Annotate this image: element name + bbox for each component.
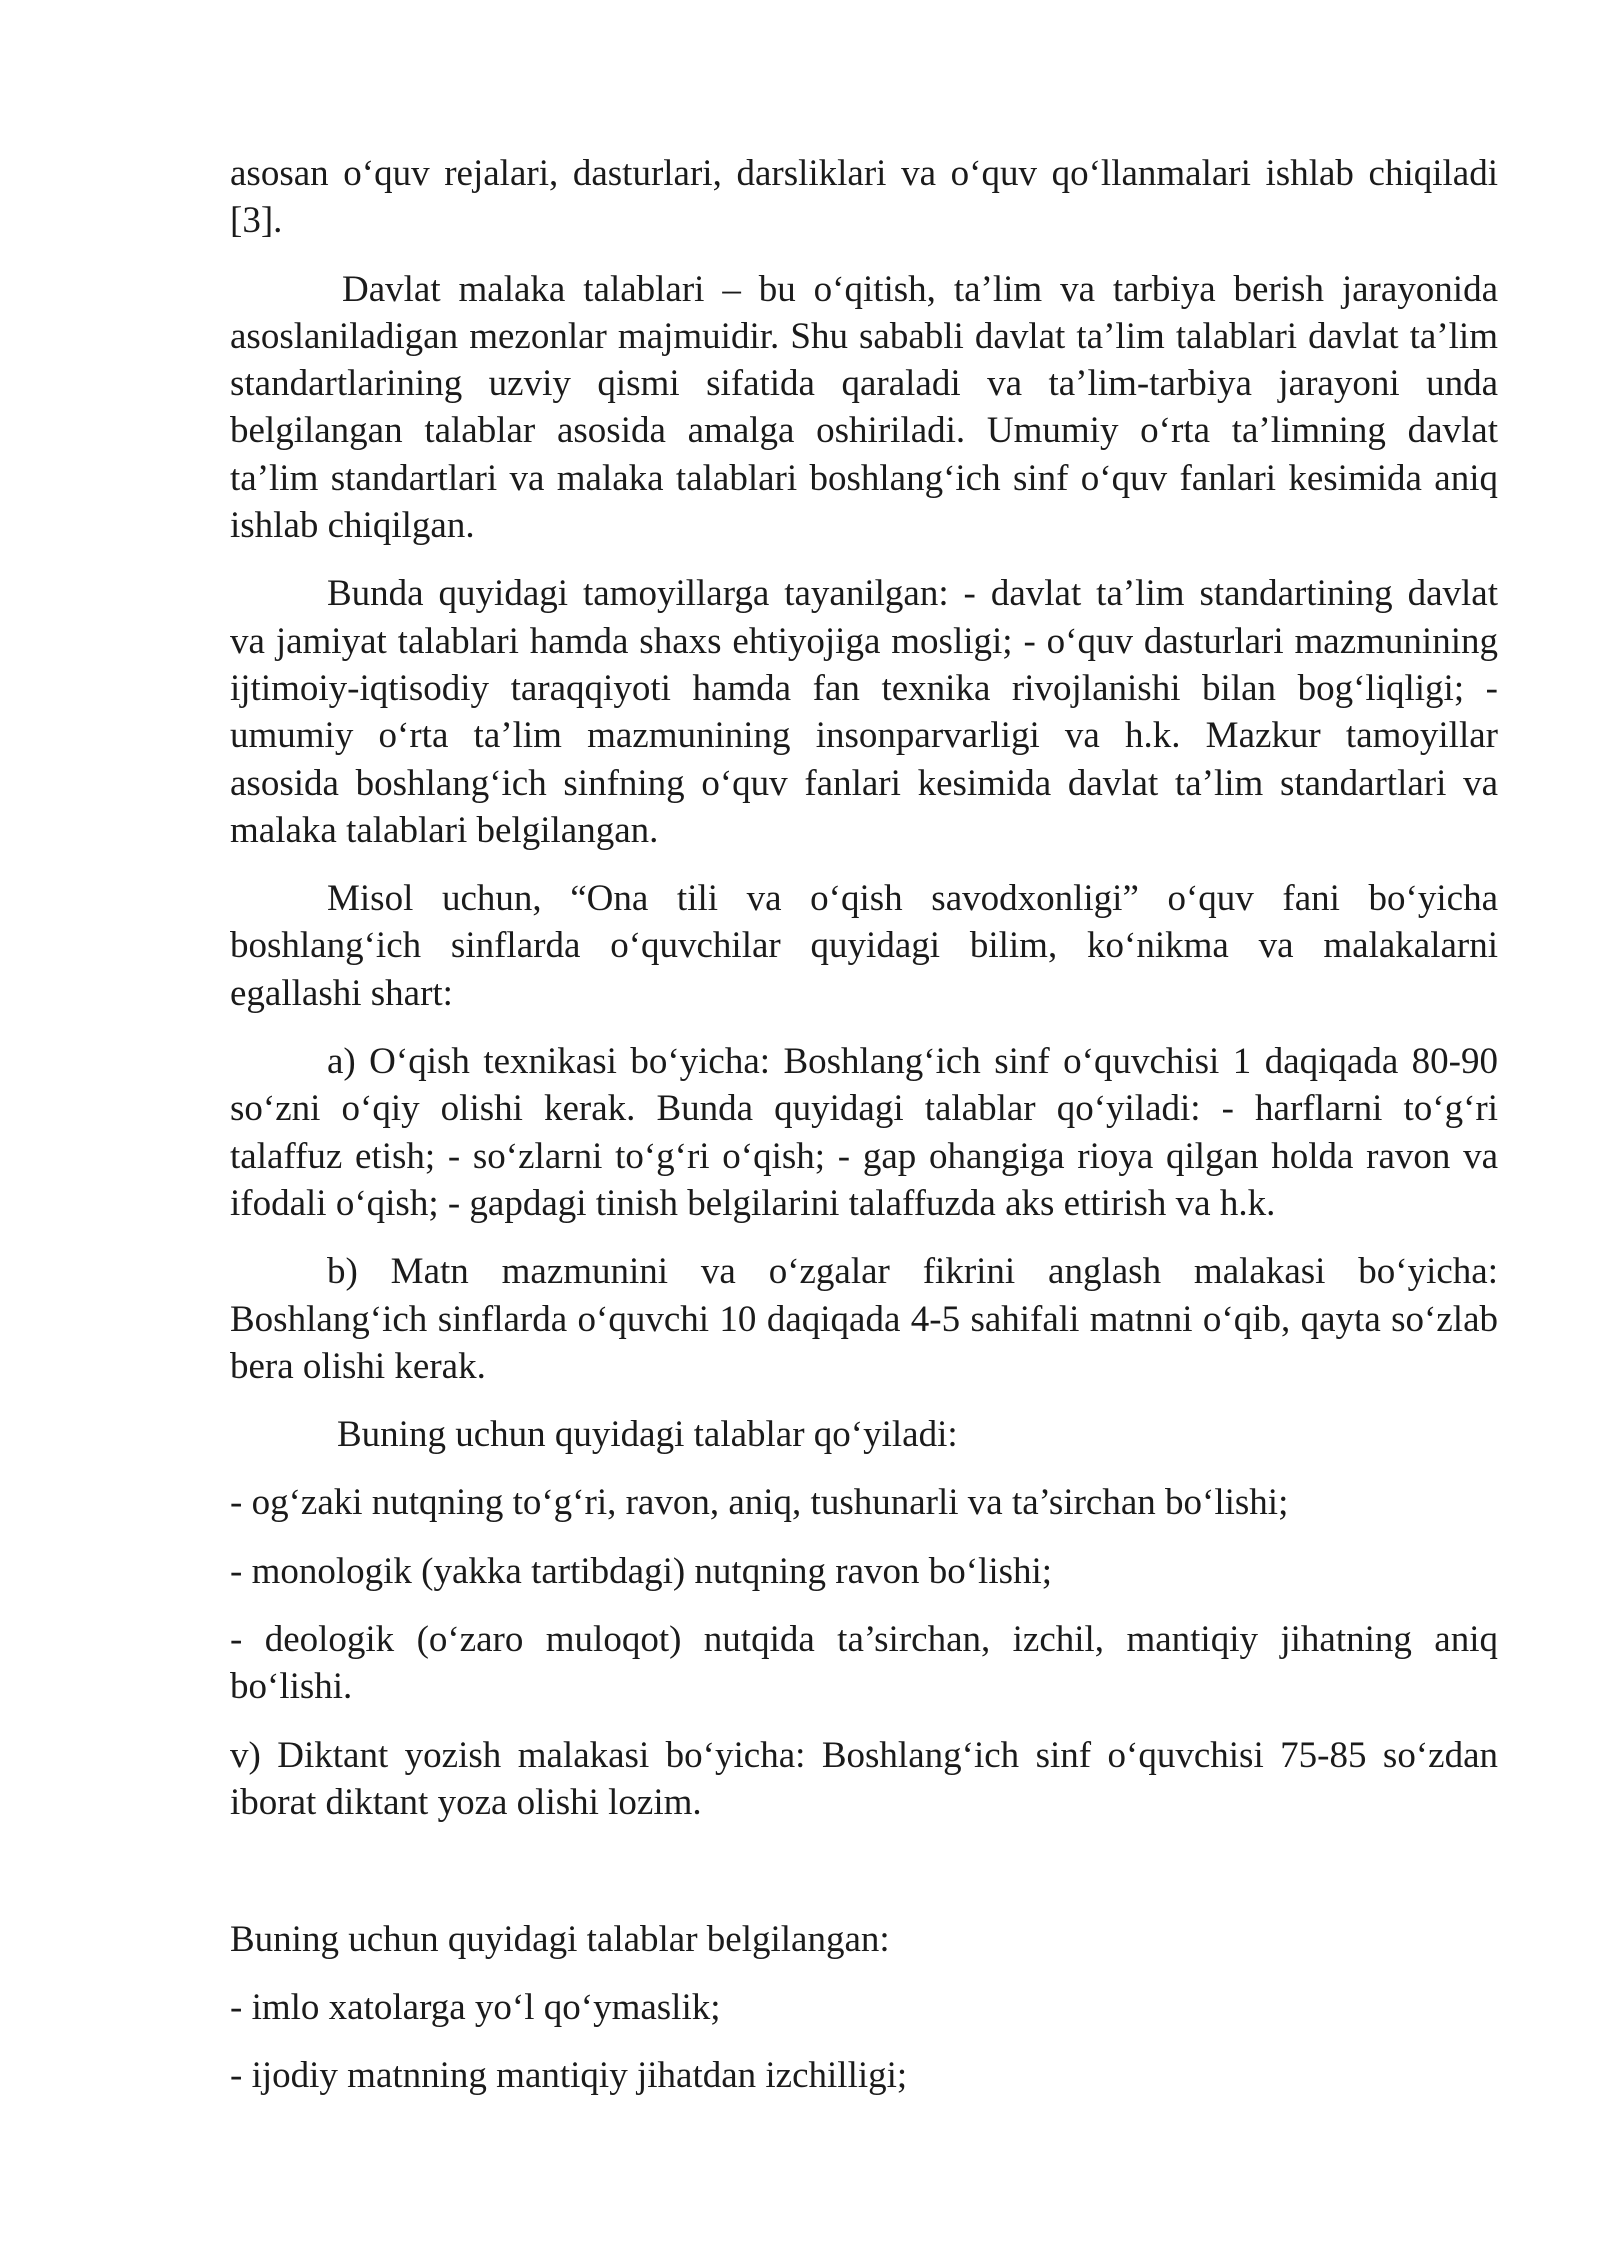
list-item	[230, 1479, 1498, 1526]
text-line: ifodali o‘qish; - gapdagi tinish belgilarini talaffuzda aks ettirish va h.k.	[230, 1182, 1276, 1224]
text-line: ishlab chiqilgan.	[230, 505, 475, 547]
text-line: so‘zni o‘qiy olishi kerak. Bunda quyidagi talablar qo‘yiladi: - harflarni to‘g‘ri	[230, 1088, 1498, 1130]
text-line: Misol uchun, “Ona tili va o‘qish savodxonligi” o‘quv fani bo‘yicha	[327, 878, 1498, 920]
text-line: bera olishi kerak.	[230, 1345, 486, 1387]
list-item	[230, 1548, 1498, 1595]
text-line: talaffuz etish; - so‘zlarni to‘g‘ri o‘qish; - gap ohangiga rioya qilgan holda ravon va	[230, 1135, 1498, 1177]
paragraph	[230, 1916, 1498, 1963]
paragraph	[230, 266, 1498, 550]
text-line: egallashi shart:	[230, 972, 453, 1014]
text-line: Buning uchun quyidagi talablar belgilangan:	[230, 1918, 890, 1960]
text-line: Bunda quyidagi tamoyillarga tayanilgan: - davlat ta’lim standartining davlat	[327, 573, 1498, 615]
paragraph	[230, 570, 1498, 854]
text-line: b) Matn mazmunini va o‘zgalar fikrini anglash malakasi bo‘yicha:	[327, 1251, 1498, 1293]
paragraph	[230, 150, 1498, 245]
text-line: - og‘zaki nutqning to‘g‘ri, ravon, aniq, tushunarli va ta’sirchan bo‘lishi;	[230, 1482, 1289, 1524]
text-line: va jamiyat talablari hamda shaxs ehtiyojiga mosligi; - o‘quv dasturlari mazmunining	[230, 620, 1498, 662]
text-line: Davlat malaka talablari – bu o‘qitish, ta’lim va tarbiya berish jarayonida	[342, 268, 1498, 310]
text-line: - imlo xatolarga yo‘l qo‘ymaslik;	[230, 1986, 721, 2028]
text-line: belgilangan talablar asosida amalga oshiriladi. Umumiy o‘rta ta’limning davlat	[230, 410, 1498, 452]
text-line: standartlarining uzviy qismi sifatida qaraladi va ta’lim-tarbiya jarayoni unda	[230, 363, 1498, 405]
list-item	[230, 1984, 1498, 2031]
text-line: malaka talablari belgilangan.	[230, 809, 659, 851]
paragraph	[230, 1732, 1498, 1827]
text-line: - deologik (o‘zaro muloqot) nutqida ta’sirchan, izchil, mantiqiy jihatning aniq	[230, 1619, 1498, 1661]
paragraph	[230, 1411, 1498, 1458]
text-line: [3].	[230, 200, 283, 242]
list-item	[230, 2052, 1498, 2099]
text-line: - monologik (yakka tartibdagi) nutqning ravon bo‘lishi;	[230, 1550, 1053, 1592]
text-line: ijtimoiy-iqtisodiy taraqqiyoti hamda fan texnika rivojlanishi bilan bog‘liqligi; -	[230, 667, 1498, 709]
text-line: umumiy o‘rta ta’lim mazmunining insonparvarligi va h.k. Mazkur tamoyillar	[230, 715, 1498, 757]
document-body	[230, 150, 1498, 2120]
text-line: Boshlang‘ich sinflarda o‘quvchi 10 daqiqada 4-5 sahifali matnni o‘qib, qayta so‘zlab	[230, 1298, 1498, 1340]
text-line: Buning uchun quyidagi talablar qo‘yiladi:	[337, 1414, 958, 1456]
text-line: asoslaniladigan mezonlar majmuidir. Shu sababli davlat ta’lim talablari davlat ta’lim	[230, 315, 1498, 357]
text-line: a) O‘qish texnikasi bo‘yicha: Boshlang‘ich sinf o‘quvchisi 1 daqiqada 80-90	[327, 1041, 1498, 1083]
paragraph	[230, 1248, 1498, 1390]
text-line: ta’lim standartlari va malaka talablari boshlang‘ich sinf o‘quv fanlari kesimida aniq	[230, 457, 1498, 499]
text-line: - ijodiy matnning mantiqiy jihatdan izchilligi;	[230, 2055, 908, 2097]
text-line: asosida boshlang‘ich sinfning o‘quv fanlari kesimida davlat ta’lim standartlari va	[230, 762, 1498, 804]
text-line: boshlang‘ich sinflarda o‘quvchilar quyidagi bilim, ko‘nikma va malakalarni	[230, 925, 1498, 967]
list-item	[230, 1616, 1498, 1711]
text-line: iborat diktant yoza olishi lozim.	[230, 1781, 702, 1823]
text-line: v) Diktant yozish malakasi bo‘yicha: Boshlang‘ich sinf o‘quvchisi 75-85 so‘zdan	[230, 1734, 1498, 1776]
blank-line	[230, 1847, 1498, 1894]
text-line: bo‘lishi.	[230, 1666, 353, 1708]
paragraph	[230, 875, 1498, 1017]
paragraph	[230, 1038, 1498, 1227]
text-line: asosan o‘quv rejalari, dasturlari, darsliklari va o‘quv qo‘llanmalari ishlab chiqiladi	[230, 153, 1498, 194]
